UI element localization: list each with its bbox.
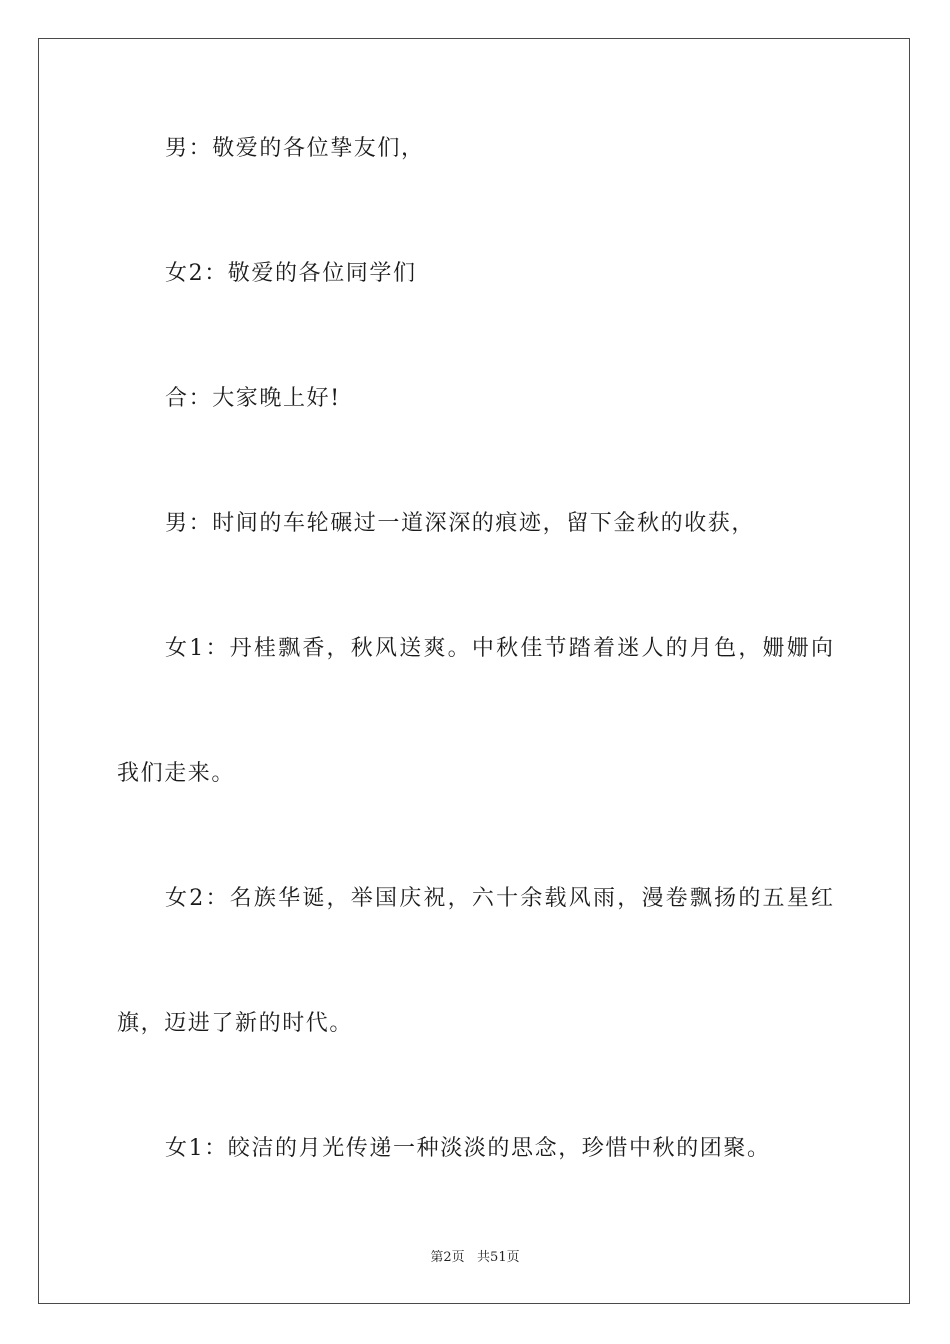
paragraph-line: 男：敬爱的各位挚友们， [165,136,425,161]
paragraph-line: 女1：丹桂飘香，秋风送爽。中秋佳节踏着迷人的月色，姗姗向 [165,636,833,661]
paragraph-line: 旗，迈进了新的时代。 [117,1011,354,1036]
page-border [38,38,910,1304]
paragraph-line: 女1：皎洁的月光传递一种淡淡的思念，珍惜中秋的团聚。 [165,1136,771,1161]
paragraph-line: 女2：敬爱的各位同学们 [165,261,417,286]
paragraph-line: 我们走来。 [117,761,236,786]
paragraph-line: 合：大家晚上好! [165,386,341,411]
paragraph-line: 女2：名族华诞，举国庆祝，六十余载风雨，漫卷飘扬的五星红 [165,886,833,911]
page-number-footer: 第2页 共51页 [430,1250,520,1265]
paragraph-line: 男：时间的车轮碾过一道深深的痕迹，留下金秋的收获， [165,511,756,536]
